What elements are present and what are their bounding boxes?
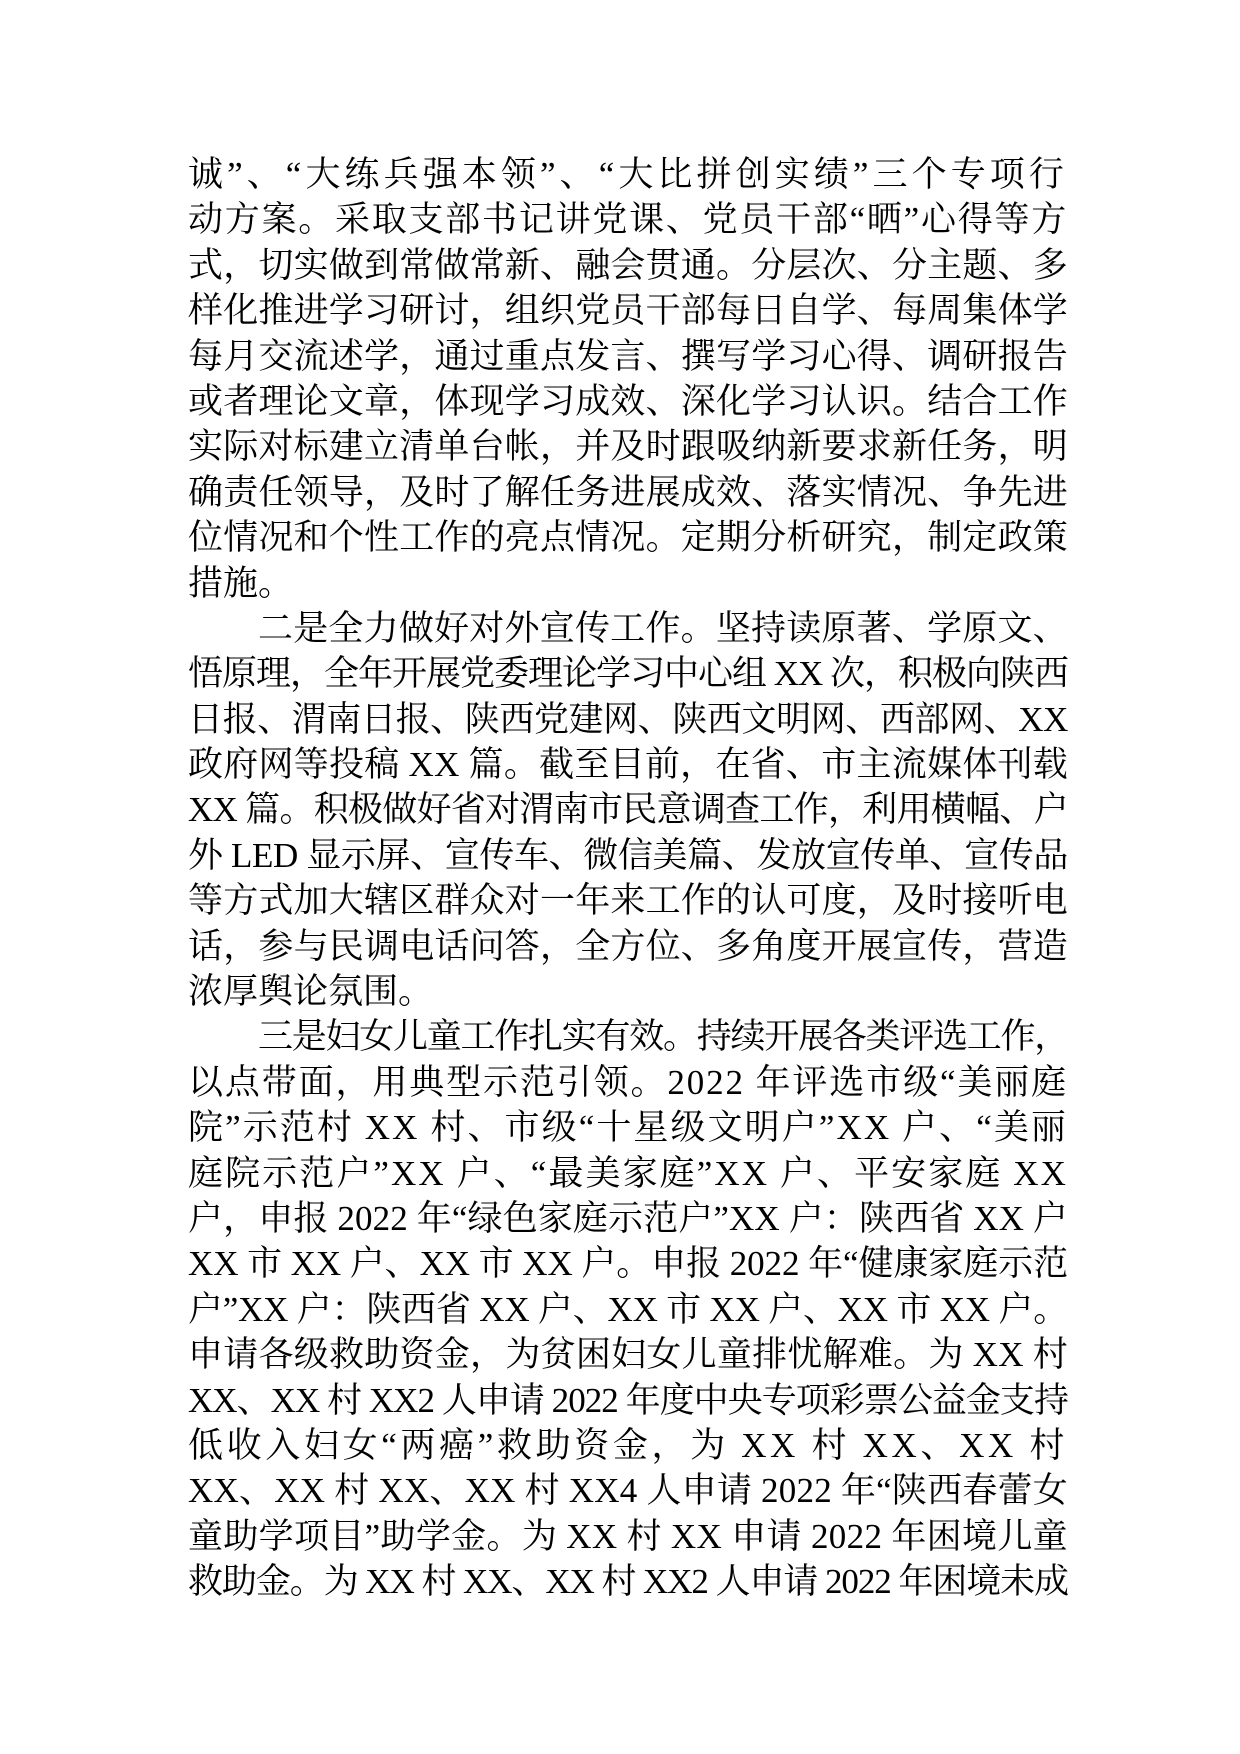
text-line: 户，申报 2022 年“绿色家庭示范户”XX 户：陕西省 XX 户 — [188, 1198, 1068, 1238]
text-line: 以点带面，用典型示范引领。2022 年评选市级“美丽庭 — [188, 1062, 1068, 1102]
text-line: 救助金。为 XX 村 XX、XX 村 XX2 人申请 2022 年困境未成 — [188, 1562, 1068, 1602]
text-line: 悟原理，全年开展党委理论学习中心组 XX 次，积极向陕西 — [188, 654, 1068, 694]
text-line: 确责任领导，及时了解任务进展成效、落实情况、争先进 — [188, 472, 1068, 512]
text-line: 政府网等投稿 XX 篇。截至目前，在省、市主流媒体刊载 — [188, 745, 1068, 785]
text-line: 措施。 — [188, 563, 294, 603]
text-line: XX 市 XX 户、XX 市 XX 户。申报 2022 年“健康家庭示范 — [188, 1244, 1068, 1284]
text-line: 式，切实做到常做常新、融会贯通。分层次、分主题、多 — [188, 245, 1068, 285]
text-line: 日报、渭南日报、陕西党建网、陕西文明网、西部网、XX — [188, 699, 1068, 739]
text-line: 二是全力做好对外宣传工作。坚持读原著、学原文、 — [258, 608, 1068, 648]
text-line: 申请各级救助资金，为贫困妇女儿童排忧解难。为 XX 村 — [188, 1335, 1068, 1375]
text-line: 浓厚舆论氛围。 — [188, 972, 434, 1012]
text-line: 院”示范村 XX 村、市级“十星级文明户”XX 户、“美丽 — [188, 1108, 1068, 1148]
document-body — [188, 152, 1068, 1605]
text-line: 样化推进学习研讨，组织党员干部每日自学、每周集体学 — [188, 291, 1068, 331]
text-line: 外 LED 显示屏、宣传车、微信美篇、发放宣传单、宣传品 — [188, 835, 1068, 875]
text-line: 每月交流述学，通过重点发言、撰写学习心得、调研报告 — [188, 336, 1068, 376]
text-line: 低收入妇女“两癌”救助资金，为 XX 村 XX、XX 村 — [188, 1425, 1068, 1465]
text-line: 童助学项目”助学金。为 XX 村 XX 申请 2022 年困境儿童 — [188, 1516, 1068, 1556]
text-line: 诚”、“大练兵强本领”、“大比拼创实绩”三个专项行 — [188, 155, 1068, 194]
text-line: 话，参与民调电话问答，全方位、多角度开展宣传，营造 — [188, 926, 1068, 966]
text-line: 动方案。采取支部书记讲党课、党员干部“晒”心得等方 — [188, 200, 1068, 240]
text-line: XX、XX 村 XX2 人申请 2022 年度中央专项彩票公益金支持 — [188, 1380, 1068, 1420]
document-page — [188, 152, 1068, 1605]
text-line: XX 篇。积极做好省对渭南市民意调查工作，利用横幅、户 — [188, 790, 1068, 830]
text-line: 三是妇女儿童工作扎实有效。持续开展各类评选工作， — [258, 1017, 1068, 1057]
text-line: 位情况和个性工作的亮点情况。定期分析研究，制定政策 — [188, 518, 1068, 558]
text-line: 庭院示范户”XX 户、“最美家庭”XX 户、平安家庭 XX — [188, 1153, 1068, 1193]
text-line: 或者理论文章，体现学习成效、深化学习认识。结合工作 — [188, 381, 1068, 421]
text-line: 实际对标建立清单台帐，并及时跟吸纳新要求新任务，明 — [188, 427, 1068, 467]
text-line: 户”XX 户：陕西省 XX 户、XX 市 XX 户、XX 市 XX 户。 — [188, 1289, 1068, 1329]
text-line: XX、XX 村 XX、XX 村 XX4 人申请 2022 年“陕西春蕾女 — [188, 1471, 1068, 1511]
text-line: 等方式加大辖区群众对一年来工作的认可度，及时接听电 — [188, 881, 1068, 921]
